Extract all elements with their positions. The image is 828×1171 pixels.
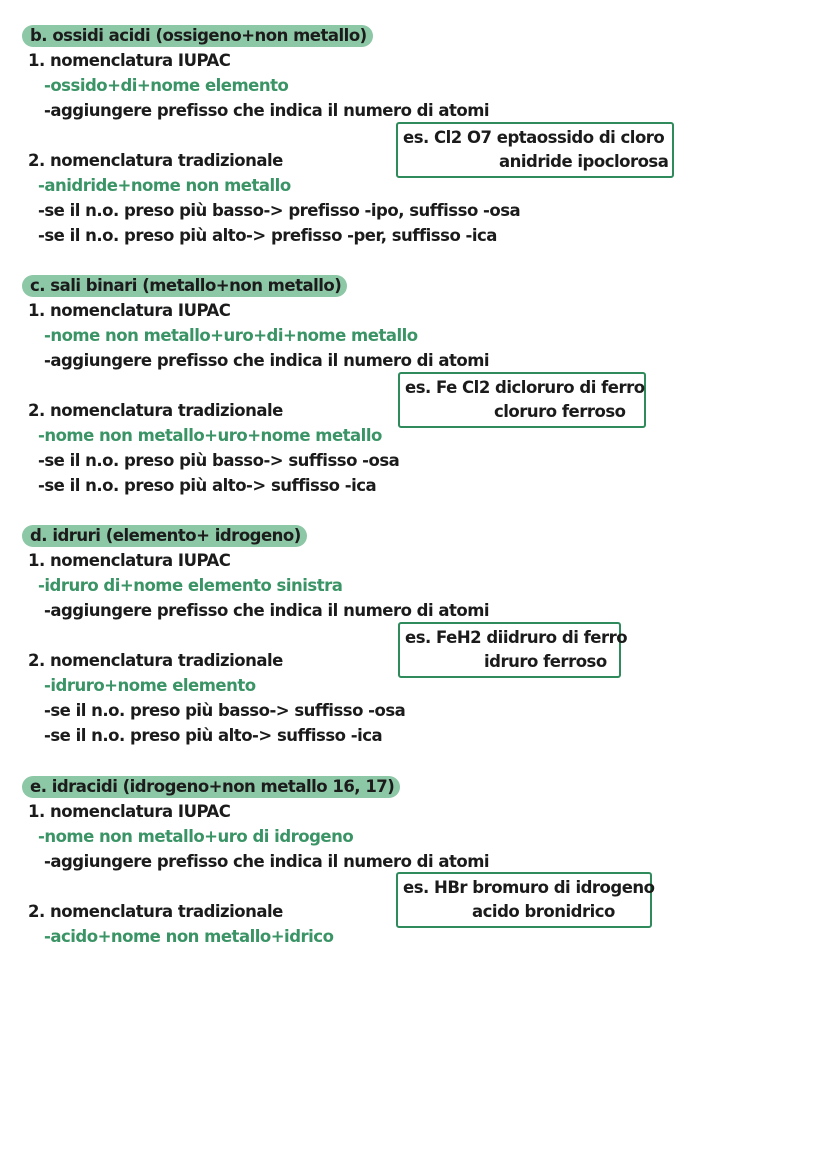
example-box [398, 372, 646, 428]
iupac-prefix-rule: -aggiungere prefisso che indica il numero di atomi [44, 852, 490, 871]
iupac-title: 1. nomenclatura IUPAC [28, 301, 231, 320]
traditional-rule: -anidride+nome non metallo [38, 176, 291, 195]
section-heading: e. idracidi (idrogeno+non metallo 16, 17) [22, 776, 400, 798]
iupac-prefix-rule: -aggiungere prefisso che indica il numero di atomi [44, 101, 490, 120]
example-box [396, 872, 655, 928]
iupac-prefix-rule: -aggiungere prefisso che indica il numero di atomi [44, 601, 490, 620]
example-line-1: es. FeH2 diidruro di ferro [405, 628, 628, 647]
example-line-1: es. Cl2 O7 eptaossido di cloro [403, 128, 665, 147]
traditional-title: 2. nomenclatura tradizionale [28, 151, 283, 170]
traditional-high-rule: -se il n.o. preso più alto-> suffisso -ica [44, 726, 383, 745]
example-line-2: anidride ipoclorosa [499, 152, 669, 171]
example-line-2: idruro ferroso [484, 652, 607, 671]
traditional-low-rule: -se il n.o. preso più basso-> prefisso -ipo, suffisso -osa [38, 201, 521, 220]
traditional-rule: -acido+nome non metallo+idrico [44, 927, 334, 946]
section-heading: c. sali binari (metallo+non metallo) [22, 275, 347, 297]
example-line-1: es. HBr bromuro di idrogeno [403, 878, 655, 897]
example-line-1: es. Fe Cl2 dicloruro di ferro [405, 378, 645, 397]
traditional-rule: -idruro+nome elemento [44, 676, 256, 695]
traditional-title: 2. nomenclatura tradizionale [28, 902, 283, 921]
section-heading: d. idruri (elemento+ idrogeno) [22, 525, 307, 547]
iupac-prefix-rule: -aggiungere prefisso che indica il numero di atomi [44, 351, 490, 370]
iupac-rule: -idruro di+nome elemento sinistra [38, 576, 343, 595]
traditional-low-rule: -se il n.o. preso più basso-> suffisso -osa [38, 451, 400, 470]
iupac-title: 1. nomenclatura IUPAC [28, 551, 231, 570]
traditional-low-rule: -se il n.o. preso più basso-> suffisso -osa [44, 701, 406, 720]
traditional-title: 2. nomenclatura tradizionale [28, 651, 283, 670]
traditional-high-rule: -se il n.o. preso più alto-> suffisso -ica [38, 476, 377, 495]
example-box [396, 122, 674, 178]
example-line-2: cloruro ferroso [494, 402, 626, 421]
iupac-title: 1. nomenclatura IUPAC [28, 802, 231, 821]
section-heading: b. ossidi acidi (ossigeno+non metallo) [22, 25, 373, 47]
iupac-title: 1. nomenclatura IUPAC [28, 51, 231, 70]
traditional-rule: -nome non metallo+uro+nome metallo [38, 426, 382, 445]
traditional-title: 2. nomenclatura tradizionale [28, 401, 283, 420]
iupac-rule: -nome non metallo+uro+di+nome metallo [44, 326, 418, 345]
iupac-rule: -nome non metallo+uro di idrogeno [38, 827, 354, 846]
example-box [398, 622, 628, 678]
iupac-rule: -ossido+di+nome elemento [44, 76, 289, 95]
example-line-2: acido bronidrico [472, 902, 615, 921]
traditional-high-rule: -se il n.o. preso più alto-> prefisso -per, suffisso -ica [38, 226, 497, 245]
